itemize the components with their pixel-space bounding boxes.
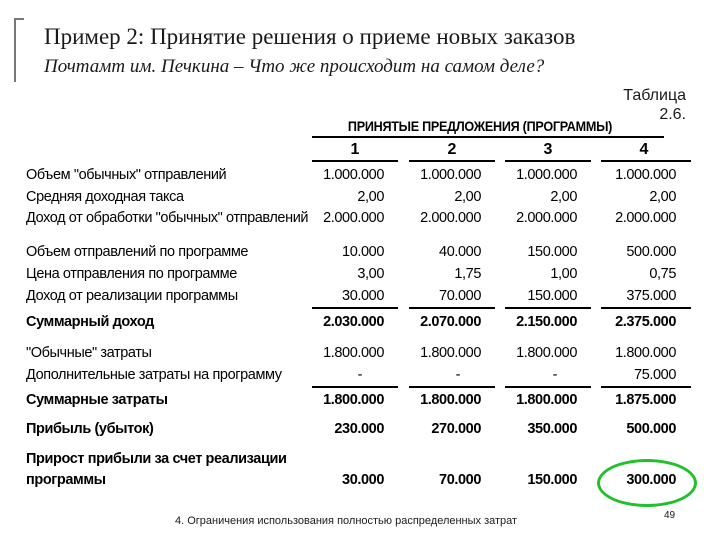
table-cell: 75.000: [634, 367, 676, 383]
table-cell: 350.000: [527, 421, 577, 437]
row-label-regular-income: Доход от обработки "обычных" отправлений: [26, 210, 309, 226]
subtotal-rule: [409, 307, 495, 309]
table-cell: 30.000: [342, 472, 384, 488]
row-label-additional-costs: Дополнительные затраты на программу: [26, 367, 282, 383]
table-cell: 1.000.000: [516, 167, 577, 183]
table-label-word: Таблица: [623, 87, 686, 104]
table-cell: 2,00: [357, 189, 384, 205]
title-bracket-decoration: [14, 18, 24, 82]
table-cell: 1.800.000: [516, 392, 577, 408]
slide-subtitle: Почтамт им. Печкина – Что же происходит на самом деле?: [44, 56, 545, 77]
header-top-rule: [312, 136, 664, 138]
subtotal-rule: [601, 386, 691, 388]
table-cell: 300.000: [626, 472, 676, 488]
table-cell: 2.000.000: [420, 210, 481, 226]
row-label-regular-costs: "Обычные" затраты: [26, 345, 152, 361]
table-cell: 375.000: [626, 288, 676, 304]
table-cell: -: [552, 367, 557, 383]
table-cell: 230.000: [334, 421, 384, 437]
table-cell: 1.000.000: [420, 167, 481, 183]
column-header-3: 3: [543, 141, 553, 158]
column-rule-2: [409, 160, 495, 162]
table-cell: 1.800.000: [323, 345, 384, 361]
row-label-regular-volume: Объем "обычных" отправлений: [26, 167, 227, 183]
table-cell: 500.000: [626, 244, 676, 260]
table-cell: 1.875.000: [615, 392, 676, 408]
table-cell: 2.070.000: [420, 314, 481, 330]
table-cell: 270.000: [431, 421, 481, 437]
table-cell: 0,75: [649, 266, 676, 282]
table-cell: 70.000: [439, 472, 481, 488]
table-cell: 1,75: [454, 266, 481, 282]
column-rule-3: [505, 160, 591, 162]
table-cell: -: [455, 367, 460, 383]
table-cell: 2.375.000: [615, 314, 676, 330]
table-cell: 1.800.000: [420, 392, 481, 408]
column-header-2: 2: [447, 141, 457, 158]
subtotal-rule: [505, 386, 591, 388]
table-cell: 2.030.000: [323, 314, 384, 330]
table-cell: 30.000: [342, 288, 384, 304]
row-label-average-tariff: Средняя доходная такса: [26, 189, 184, 205]
column-rule-4: [601, 160, 691, 162]
table-cell: 3,00: [357, 266, 384, 282]
table-section-header: ПРИНЯТЫЕ ПРЕДЛОЖЕНИЯ (ПРОГРАММЫ): [347, 118, 613, 134]
table-cell: 2.000.000: [516, 210, 577, 226]
row-label-total-costs: Суммарные затраты: [26, 392, 168, 408]
row-label-profit-increase: Прирост прибыли за счет реализации: [26, 451, 287, 467]
subtotal-rule: [312, 386, 398, 388]
row-label-program-income: Доход от реализации программы: [26, 288, 238, 304]
column-header-1: 1: [350, 141, 360, 158]
page-number: 49: [664, 510, 676, 521]
slide-title: Пример 2: Принятие решения о приеме новых заказов: [44, 24, 576, 49]
table-cell: 2.000.000: [323, 210, 384, 226]
subtotal-rule: [312, 307, 398, 309]
subtotal-rule: [601, 307, 691, 309]
table-cell: 2.000.000: [615, 210, 676, 226]
table-cell: 2.150.000: [516, 314, 577, 330]
table-cell: -: [357, 367, 362, 383]
table-cell: 70.000: [439, 288, 481, 304]
row-label-total-income: Суммарный доход: [26, 314, 154, 330]
slide-footer: 4. Ограничения использования полностью распределенных затрат: [175, 515, 518, 527]
row-label-profit: Прибыль (убыток): [26, 421, 154, 437]
table-cell: 150.000: [527, 288, 577, 304]
table-cell: 150.000: [527, 472, 577, 488]
table-cell: 1.000.000: [323, 167, 384, 183]
column-header-4: 4: [639, 141, 649, 158]
subtotal-rule: [409, 386, 495, 388]
table-cell: 500.000: [626, 421, 676, 437]
table-cell: 40.000: [439, 244, 481, 260]
table-cell: 1.800.000: [323, 392, 384, 408]
subtotal-rule: [505, 307, 591, 309]
table-cell: 1.800.000: [516, 345, 577, 361]
table-cell: 150.000: [527, 244, 577, 260]
table-cell: 2,00: [550, 189, 577, 205]
table-cell: 1.800.000: [615, 345, 676, 361]
highlight-ellipse: [597, 459, 697, 507]
table-cell: 2,00: [454, 189, 481, 205]
row-label-program-price: Цена отправления по программе: [26, 266, 237, 282]
table-cell: 1.000.000: [615, 167, 676, 183]
row-label-program-volume: Объем отправлений по программе: [26, 244, 249, 260]
table-cell: 10.000: [342, 244, 384, 260]
table-cell: 1,00: [550, 266, 577, 282]
table-label-number: 2.6.: [659, 106, 686, 123]
table-cell: 1.800.000: [420, 345, 481, 361]
row-label-profit-increase-cont: программы: [26, 472, 106, 488]
column-rule-1: [312, 160, 398, 162]
table-cell: 2,00: [649, 189, 676, 205]
